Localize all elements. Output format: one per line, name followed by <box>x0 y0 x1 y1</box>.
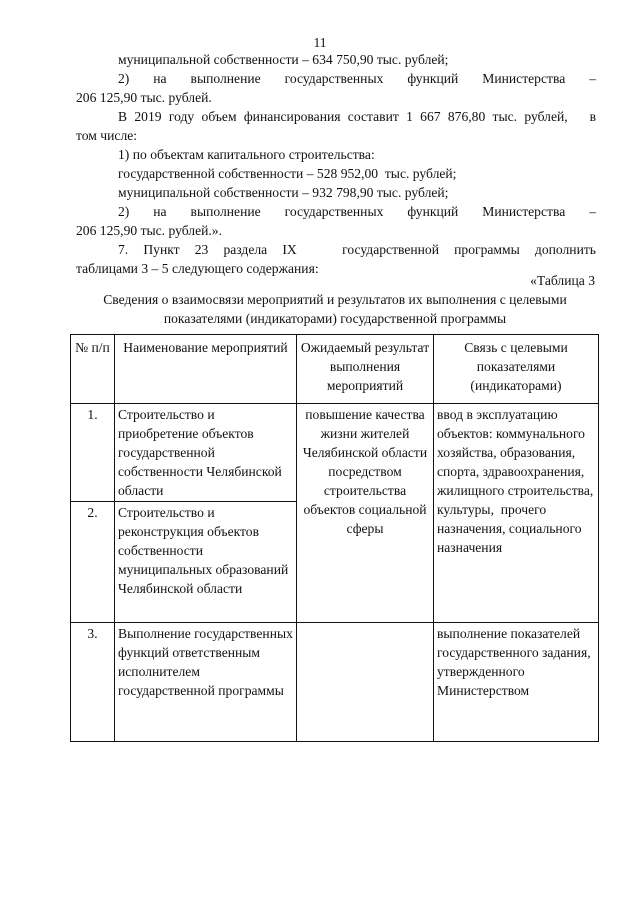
paragraph-line: 2) на выполнение государственных функций Министерства – <box>118 204 596 219</box>
paragraph-line: 2) на выполнение государственных функций Министерства – <box>118 71 596 86</box>
row-number: 2. <box>71 502 115 623</box>
linkage-table <box>70 334 599 742</box>
paragraph-line: таблицами 3 – 5 следующего содержания: <box>76 261 319 276</box>
row-number: 1. <box>71 404 115 502</box>
paragraph-line: 206 125,90 тыс. рублей. <box>76 90 212 105</box>
indicator-cell: ввод в эксплуатацию объектов: коммунального хозяйства, образования, спорта, здравоохранения, жилищного строительства, культуры, прочего назначения, социального назначения <box>434 404 599 623</box>
indicator-cell: выполнение показателей государственного задания, утвержденного Министерством <box>434 623 599 742</box>
row-activity: Строительство и реконструкция объектов собственности муниципальных образований Челябинской области <box>115 502 297 623</box>
header-number: № п/п <box>71 335 115 404</box>
table-row <box>71 623 599 742</box>
table-caption: «Таблица 3 <box>530 273 595 288</box>
paragraph-line: государственной собственности – 528 952,00 тыс. рублей; <box>118 166 457 181</box>
header-indicators: Связь с целевыми показателями (индикаторами) <box>434 335 599 404</box>
row-activity: Выполнение государственных функций ответственным исполнителем государственной программы <box>115 623 297 742</box>
paragraph-line: 7. Пункт 23 раздела IX государственной программы дополнить <box>118 242 596 257</box>
table-row <box>71 404 599 502</box>
table-title: Сведения о взаимосвязи мероприятий и результатов их выполнения с целевыми показателями (индикаторами) государственной программы <box>103 292 567 326</box>
page-number: 11 <box>313 35 327 50</box>
header-result: Ожидаемый результат выполнения мероприятий <box>297 335 434 404</box>
result-cell-empty <box>297 623 434 742</box>
table-header-row <box>71 335 599 404</box>
row-activity: Строительство и приобретение объектов государственной собственности Челябинской области <box>115 404 297 502</box>
paragraph-line: том числе: <box>76 128 138 143</box>
paragraph-line: муниципальной собственности – 932 798,90 тыс. рублей; <box>118 185 449 200</box>
row-number: 3. <box>71 623 115 742</box>
result-cell: повышение качества жизни жителей Челябинской области посредством строительства объектов социальной сферы <box>297 404 434 623</box>
body-text <box>76 50 596 278</box>
paragraph-line: муниципальной собственности – 634 750,90 тыс. рублей; <box>118 52 449 67</box>
paragraph-line: 206 125,90 тыс. рублей.». <box>76 223 222 238</box>
paragraph-line: В 2019 году объем финансирования составит 1 667 876,80 тыс. рублей, в <box>118 109 596 124</box>
paragraph-line: 1) по объектам капитального строительства: <box>118 147 375 162</box>
header-activity: Наименование мероприятий <box>115 335 297 404</box>
